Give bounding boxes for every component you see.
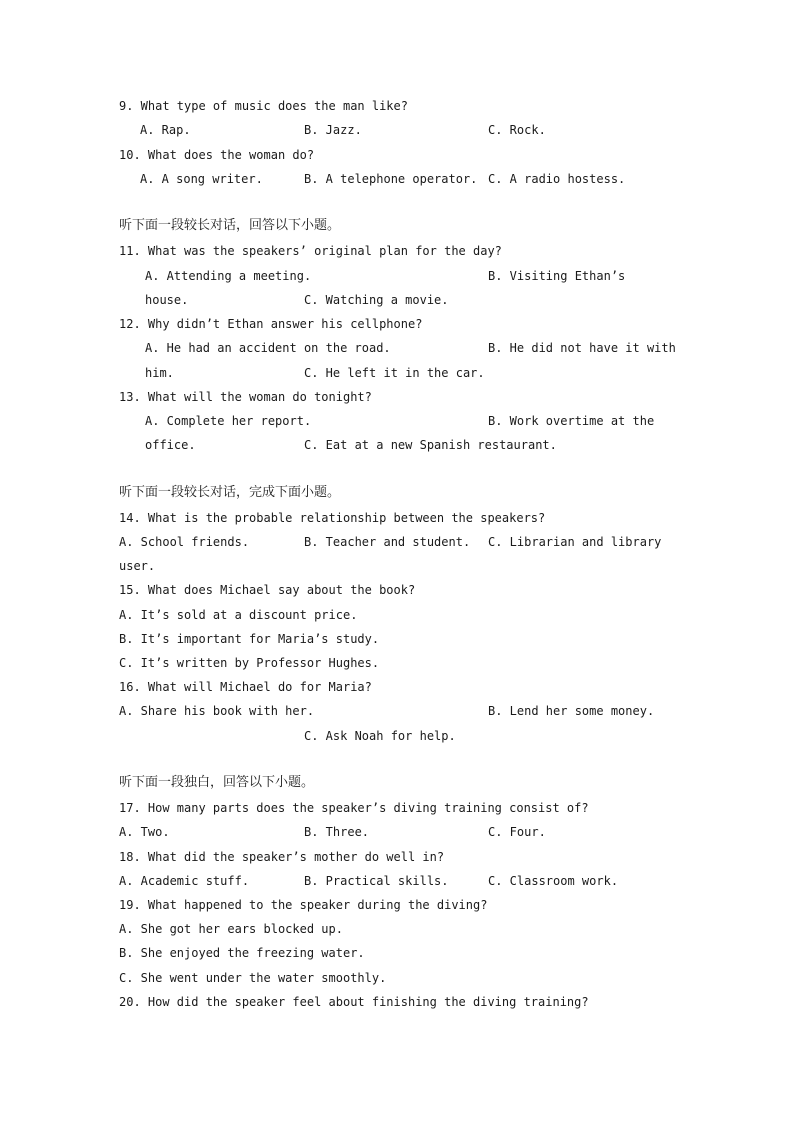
question-14-option-c-continued: user. — [119, 559, 156, 573]
question-17-option-c: C. Four. — [488, 825, 546, 839]
question-13-option-b-continued: office. — [145, 438, 196, 452]
question-9: 9. What type of music does the man like? — [119, 99, 408, 113]
question-9-option-b: B. Jazz. — [304, 123, 362, 137]
question-17-option-a: A. Two. — [119, 825, 170, 839]
question-10: 10. What does the woman do? — [119, 148, 315, 162]
question-17: 17. How many parts does the speaker’s diving training consist of? — [119, 801, 589, 815]
question-12-option-b: B. He did not have it with — [488, 341, 676, 355]
question-10-option-c: C. A radio hostess. — [488, 172, 626, 186]
question-16-option-a: A. Share his book with her. — [119, 704, 315, 718]
question-19: 19. What happened to the speaker during the diving? — [119, 898, 488, 912]
section-heading-3: 听下面一段独白，回答以下小题。 — [119, 775, 315, 790]
question-18-option-c: C. Classroom work. — [488, 874, 619, 888]
question-13-option-b: B. Work overtime at the — [488, 414, 655, 428]
question-14-option-c: C. Librarian and library — [488, 535, 662, 549]
question-15-option-c: C. It’s written by Professor Hughes. — [119, 656, 380, 670]
question-11-option-a: A. Attending a meeting. — [145, 269, 312, 283]
question-18: 18. What did the speaker’s mother do well in? — [119, 850, 445, 864]
question-12-option-a: A. He had an accident on the road. — [145, 341, 391, 355]
question-9-option-a: A. Rap. — [140, 123, 191, 137]
question-16: 16. What will Michael do for Maria? — [119, 680, 372, 694]
question-14-option-b: B. Teacher and student. — [304, 535, 471, 549]
question-14: 14. What is the probable relationship between the speakers? — [119, 511, 546, 525]
question-16-option-c: C. Ask Noah for help. — [304, 729, 456, 743]
question-13-option-a: A. Complete her report. — [145, 414, 312, 428]
question-14-option-a: A. School friends. — [119, 535, 250, 549]
question-10-option-a: A. A song writer. — [140, 172, 263, 186]
question-17-option-b: B. Three. — [304, 825, 370, 839]
question-12-option-b-continued: him. — [145, 366, 174, 380]
question-12-option-c: C. He left it in the car. — [304, 366, 485, 380]
question-19-option-b: B. She enjoyed the freezing water. — [119, 946, 365, 960]
question-16-option-b: B. Lend her some money. — [488, 704, 655, 718]
question-18-option-a: A. Academic stuff. — [119, 874, 250, 888]
question-19-option-a: A. She got her ears blocked up. — [119, 922, 343, 936]
section-heading-2: 听下面一段较长对话，完成下面小题。 — [119, 485, 341, 500]
question-19-option-c: C. She went under the water smoothly. — [119, 971, 387, 985]
question-18-option-b: B. Practical skills. — [304, 874, 449, 888]
question-9-option-c: C. Rock. — [488, 123, 546, 137]
question-11-option-b: B. Visiting Ethan’s — [488, 269, 626, 283]
question-15-option-b: B. It’s important for Maria’s study. — [119, 632, 380, 646]
section-heading-1: 听下面一段较长对话，回答以下小题。 — [119, 218, 341, 233]
question-15: 15. What does Michael say about the book? — [119, 583, 416, 597]
question-11: 11. What was the speakers’ original plan for the day? — [119, 244, 502, 258]
question-10-option-b: B. A telephone operator. — [304, 172, 478, 186]
question-20: 20. How did the speaker feel about finishing the diving training? — [119, 995, 589, 1009]
question-13-option-c: C. Eat at a new Spanish restaurant. — [304, 438, 557, 452]
question-15-option-a: A. It’s sold at a discount price. — [119, 608, 358, 622]
question-11-option-b-continued: house. — [145, 293, 189, 307]
question-11-option-c: C. Watching a movie. — [304, 293, 449, 307]
question-13: 13. What will the woman do tonight? — [119, 390, 372, 404]
question-12: 12. Why didn’t Ethan answer his cellphone? — [119, 317, 423, 331]
